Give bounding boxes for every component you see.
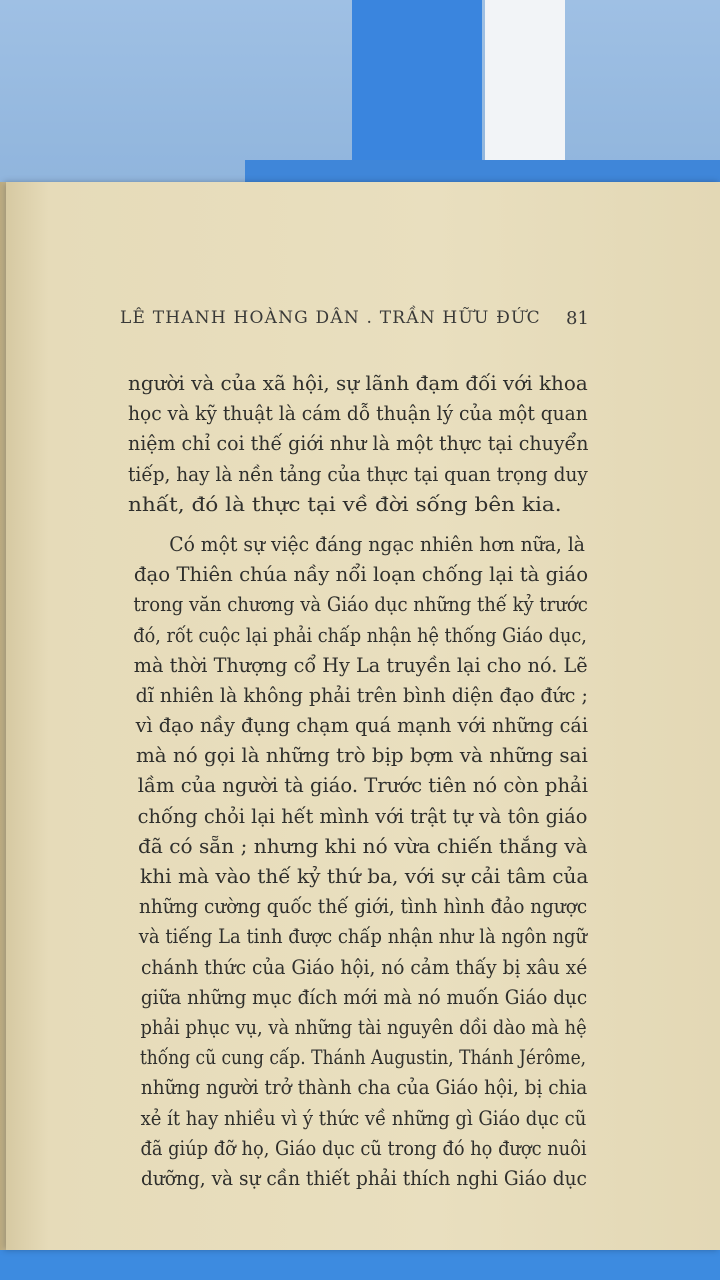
text-line: đã có sẵn ; nhưng khi nó vừa chiến thắng và xyxy=(138,833,588,858)
text-line: những cường quốc thế giới, tình hình đảo ngược xyxy=(139,894,588,919)
running-head: LÊ THANH HOÀNG DÂN . TRẦN HỮU ĐỨC xyxy=(120,308,541,328)
text-line: mà thời Thượng cổ Hy La truyền lại cho nó. Lẽ xyxy=(133,652,588,677)
text-line: trong văn chương và Giáo dục những thế kỷ trước xyxy=(133,592,588,617)
text-line: xẻ ít hay nhiều vì ý thức về những gì Giáo dục cũ xyxy=(140,1105,587,1130)
background-strip xyxy=(485,0,565,185)
page-number: 81 xyxy=(566,308,589,329)
text-line: những người trở thành cha của Giáo hội, bị chia xyxy=(140,1075,588,1100)
paragraph-1 xyxy=(128,368,720,519)
body-text xyxy=(128,368,720,1193)
text-line: đạo Thiên chúa nầy nổi loạn chống lại tà giáo xyxy=(133,562,589,587)
text-line: và tiếng La tinh được chấp nhận như là ngôn ngữ xyxy=(138,924,588,949)
text-line: dưỡng, và sự cần thiết phải thích nghi Giáo dục xyxy=(140,1165,587,1190)
text-line: chánh thức của Giáo hội, nó cảm thấy bị xâu xé xyxy=(141,954,588,979)
text-line: Có một sự việc đáng ngạc nhiên hơn nữa, là xyxy=(169,531,585,556)
text-line: học và kỹ thuật là cám dỗ thuận lý của một quan xyxy=(128,401,588,426)
background-post xyxy=(352,0,482,185)
text-line: phải phục vụ, và những tài nguyên dồi dào mà hệ xyxy=(140,1014,587,1039)
paragraph-gap xyxy=(128,519,720,529)
text-line: người và của xã hội, sự lãnh đạm đối với khoa xyxy=(128,371,588,395)
text-line: niệm chỉ coi thế giới như là một thực tại chuyển xyxy=(128,431,589,456)
text-line: dĩ nhiên là không phải trên bình diện đạo đức ; xyxy=(135,682,588,707)
text-line: đã giúp đỡ họ, Giáo dục cũ trong đó họ được nuôi xyxy=(140,1135,587,1160)
text-line: vì đạo nầy đụng chạm quá mạnh với những cái xyxy=(135,713,588,738)
text-line: khi mà vào thế kỷ thứ ba, với sự cải tâm của xyxy=(140,864,589,888)
text-line: tiếp, hay là nền tảng của thực tại quan trọng duy xyxy=(128,461,588,486)
text-line: giữa những mục đích mới mà nó muốn Giáo dục xyxy=(140,984,588,1009)
text-line: thống cũ cung cấp. Thánh Augustin, Thánh Jérôme, xyxy=(139,1045,587,1070)
text-line: nhất, đó là thực tại về đời sống bên kia. xyxy=(128,491,562,516)
text-line: mà nó gọi là những trò bịp bợm và những sai xyxy=(135,743,588,768)
paragraph-2 xyxy=(128,529,720,1193)
text-line: đó, rốt cuộc lại phải chấp nhận hệ thống Giáo dục, xyxy=(133,622,587,647)
text-line: lầm của người tà giáo. Trước tiên nó còn phải xyxy=(137,773,588,798)
text-line: chống chỏi lại hết mình với trật tự và tôn giáo xyxy=(137,803,588,828)
